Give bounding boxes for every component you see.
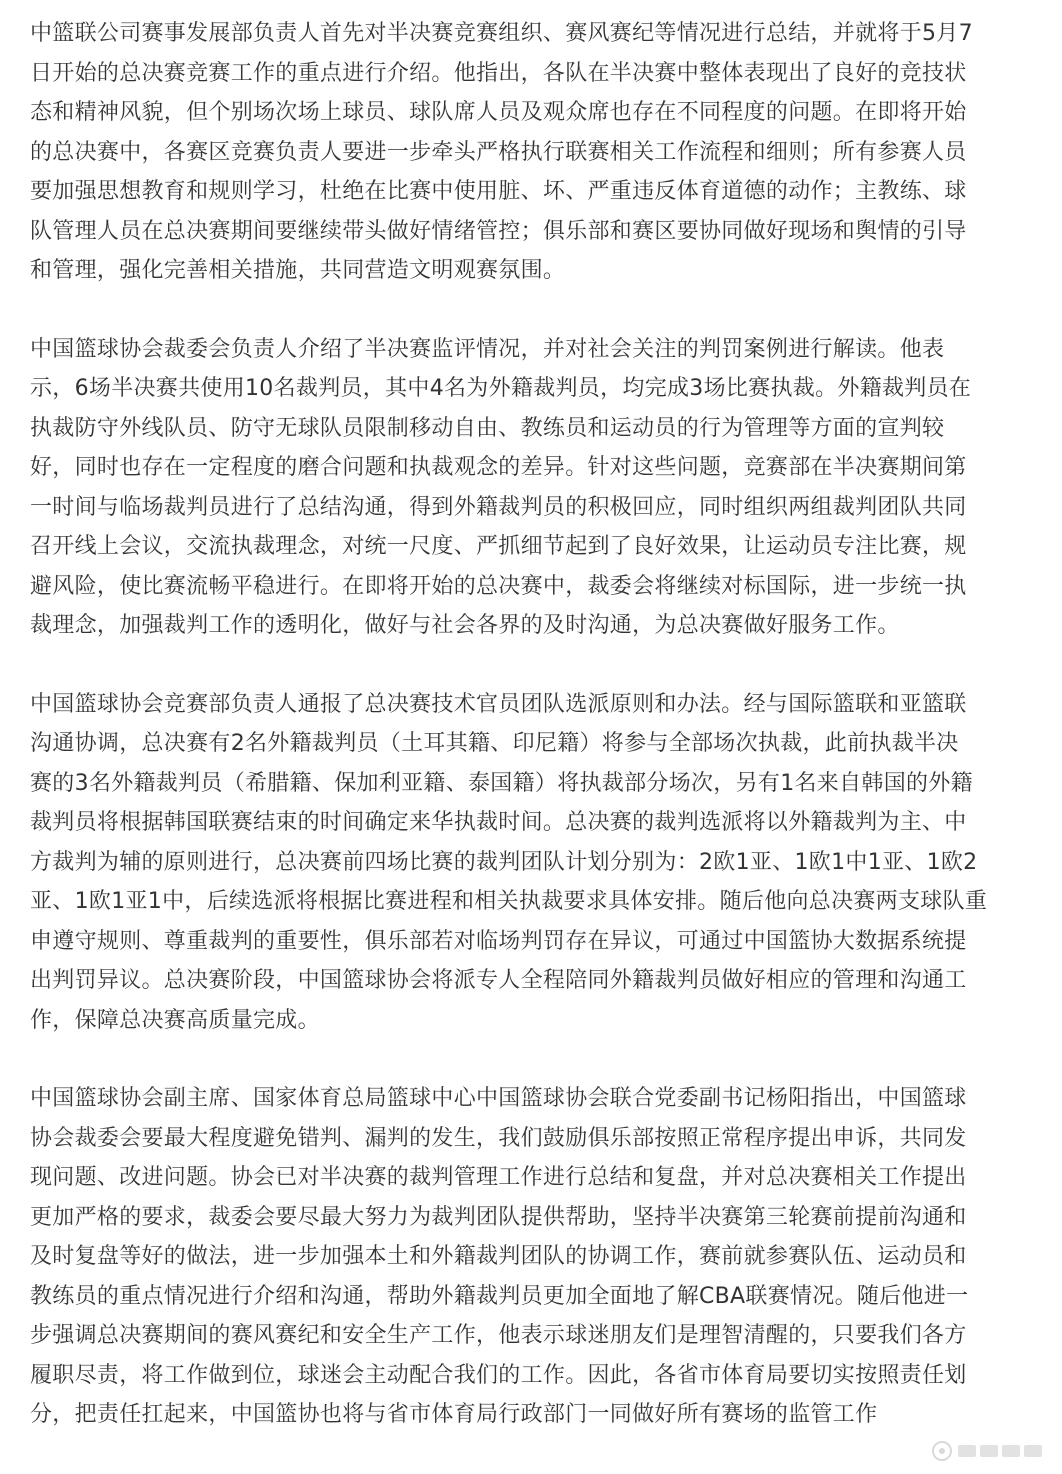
- paragraph-league-competition: 中篮联公司赛事发展部负责人首先对半决赛竞赛组织、赛风赛纪等情况进行总结，并就将于5月7 日开始的总决赛竞赛工作的重点进行介绍。他指出，各队在半决赛中整体表现出了良好的竞技状 态和精神风貌，但个别场次场上球员、球队席人员及观众席也存在不同程度的问题。在即将开始 的总决赛中，各赛区竞赛负责人要进一步牵头严格执行联赛相关工作流程和细则；所有参赛人员 要加强思想教育和规则学习，杜绝在比赛中使用脏、坏、严重违反体育道德的动作；主教练、球 队管理人员在总决赛期间要继续带头做好情绪管控；俱乐部和赛区要协同做好现场和舆情的引导 和管理，强化完善相关措施，共同营造文明观赛氛围。: [30, 21, 973, 283]
- paragraph-gap: [30, 291, 1026, 330]
- watermark-logo-icon: [928, 1436, 1048, 1466]
- paragraph-vice-chairman: 中国篮球协会副主席、国家体育总局篮球中心中国篮球协会联合党委副书记杨阳指出，中国篮球 协会裁委会要最大程度避免错判、漏判的发生，我们鼓励俱乐部按照正常程序提出申诉，共同发 现问题、改进问题。协会已对半决赛的裁判管理工作进行总结和复盘，并对总决赛相关工作提出 更加严格的要求，裁委会要尽最大努力为裁判团队提供帮助，坚持半决赛第三轮赛前提前沟通和 及时复盘等好的做法，进一步加强本土和外籍裁判团队的协调工作，赛前就参赛队伍、运动员和 教练员的重点情况进行介绍和沟通，帮助外籍裁判员更加全面地了解CBA联赛情况。随后他进一 步强调总决赛期间的赛风赛纪和安全生产工作，他表示球迷朋友们是理智清醒的，只要我们各方 履职尽责，将工作做到位，球迷会主动配合我们的工作。因此，各省市体育局要切实按照责任划 分，把责任扛起来，中国篮协也将与省市体育局行政部门一同做好所有赛场的监管工作: [30, 1086, 969, 1427]
- paragraph-competition-department: 中国篮球协会竞赛部负责人通报了总决赛技术官员团队选派原则和办法。经与国际篮联和亚篮联 沟通协调，总决赛有2名外籍裁判员（土耳其籍、印尼籍）将参与全部场次执裁，此前执裁半决 赛的3名外籍裁判员（希腊籍、保加利亚籍、泰国籍）将执裁部分场次，另有1名来自韩国的外籍 裁判员将根据韩国联赛结束的时间确定来华执裁时间。总决赛的裁判选派将以外籍裁判为主、中 方裁判为辅的原则进行，总决赛前四场比赛的裁判团队计划分别为：2欧1亚、1欧1中1亚、1欧2 亚、1欧1亚1中，后续选派将根据比赛进程和相关执裁要求具体安排。随后他向总决赛两支球队重 申遵守规则、尊重裁判的重要性，俱乐部若对临场判罚存在异议，可通过中国篮协大数据系统提 出判罚异议。总决赛阶段，中国篮球协会将派专人全程陪同外籍裁判员做好相应的管理和沟通工 作，保障总决赛高质量完成。: [30, 691, 988, 1033]
- article-body: [30, 14, 1026, 1435]
- paragraph-referee-committee: 中国篮球协会裁委会负责人介绍了半决赛监评情况，并对社会关注的判罚案例进行解读。他表 示，6场半决赛共使用10名裁判员，其中4名为外籍裁判员，均完成3场比赛执裁。外籍裁判员在 执裁防守外线队员、防守无球队员限制移动自由、教练员和运动员的行为管理等方面的宣判较 好，同时也存在一定程度的磨合问题和执裁观念的差异。针对这些问题，竞赛部在半决赛期间第 一时间与临场裁判员进行了总结沟通，得到外籍裁判员的积极回应，同时组织两组裁判团队共同 召开线上会议，交流执裁理念，对统一尺度、严抓细节起到了良好效果，让运动员专注比赛，规 避风险，使比赛流畅平稳进行。在即将开始的总决赛中，裁委会将继续对标国际，进一步统一执 裁理念，加强裁判工作的透明化，做好与社会各界的及时沟通，为总决赛做好服务工作。: [30, 336, 972, 638]
- paragraph-gap: [30, 1040, 1026, 1079]
- paragraph-gap: [30, 646, 1026, 685]
